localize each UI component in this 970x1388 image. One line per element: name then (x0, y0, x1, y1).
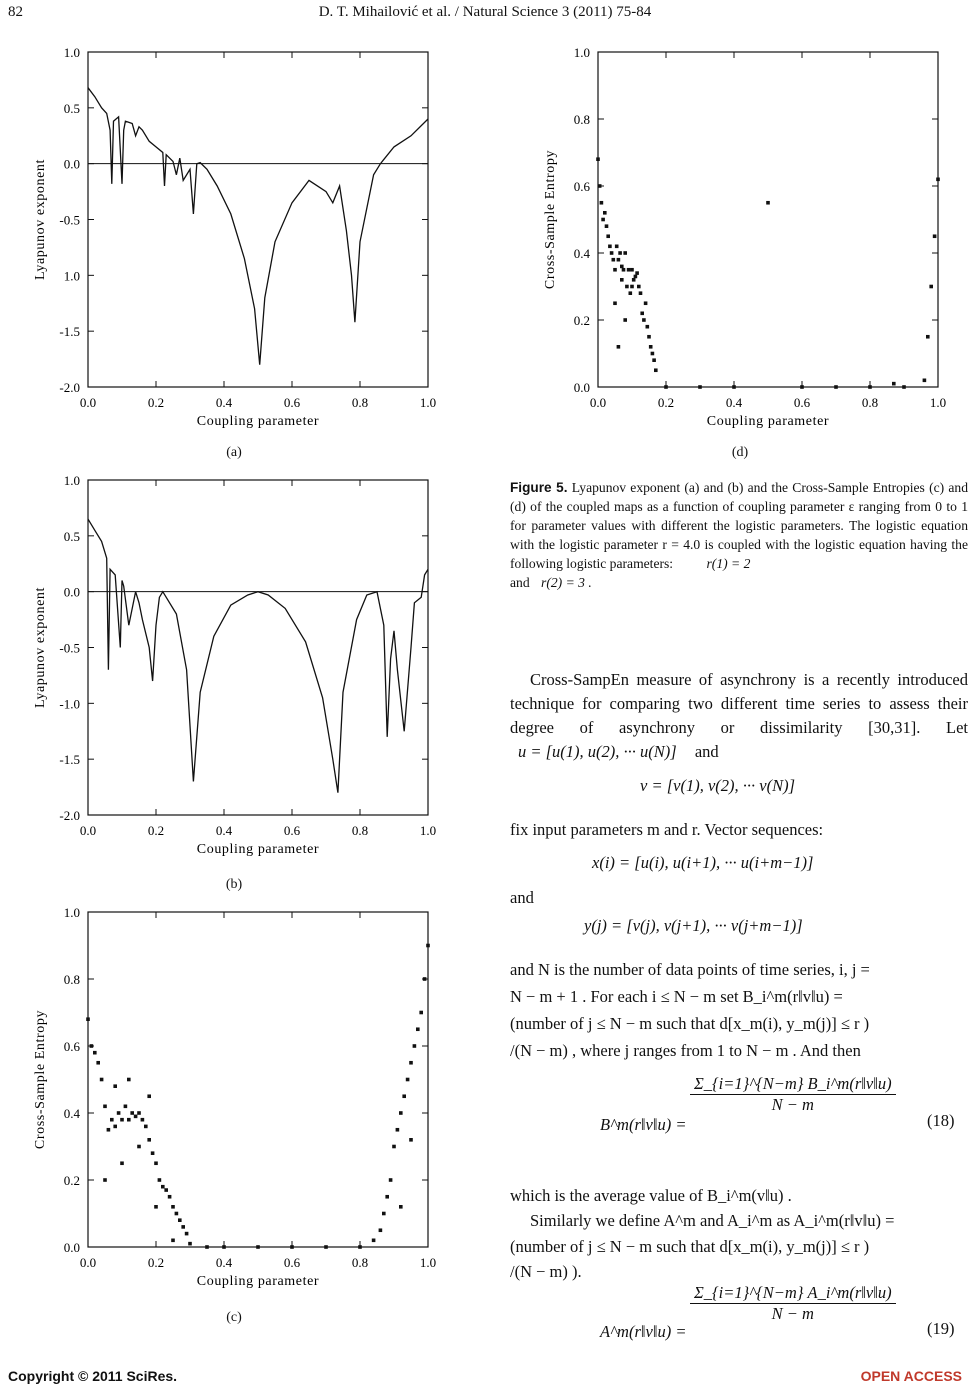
scatter-point (141, 1118, 145, 1122)
y-tick-label: -1.5 (59, 324, 80, 340)
x-tick-label: 1.0 (419, 395, 437, 410)
scatter-point (625, 285, 629, 289)
scatter-point (620, 265, 624, 269)
scatter-point (651, 352, 655, 356)
scatter-point (610, 251, 614, 255)
scatter-point (623, 251, 627, 255)
scatter-point (732, 385, 736, 389)
scatter-point (423, 977, 427, 981)
scatter-point (178, 1218, 182, 1222)
x-tick-label: 0.2 (147, 395, 165, 410)
footer-open-access: OPEN ACCESS (860, 1368, 962, 1384)
y-tick-label: -0.5 (59, 212, 80, 228)
scatter-point (933, 234, 937, 238)
caption-d: (d) (731, 445, 749, 460)
chart-b (20, 468, 460, 868)
scatter-point (120, 1161, 124, 1165)
x-tick-label: 0.8 (351, 823, 369, 838)
paragraph-text: Cross-SampEn measure of asynchrony is a recently introduced technique for comparing two different time series to assess their degree of asynchrony or dissimilarity [30,31]. Let (510, 670, 968, 737)
scatter-point (649, 345, 653, 349)
scatter-point (698, 385, 702, 389)
figure-caption-text: Lyapunov exponent (a) and (b) and the Cross-Sample Entropies (c) and (d) of the coupled maps as a function of coupling parameter ε ranging from 0 to 1 for parameter values with different the logistic parameters. The logistic equation with the logistic parameter r = 4.0 is coupled with the logistic equation having the following logistic parameters: (510, 480, 969, 571)
scatter-point (147, 1138, 151, 1142)
equation-v: v = [v(1), v(2), ··· v(N)] (640, 776, 795, 795)
paragraph-fix-params: fix input parameters m and r. Vector sequences: (510, 820, 824, 839)
paragraph-definition-a-line1: Similarly we define A^m and A_i^m as A_i^m(r‖v‖u) = (530, 1211, 895, 1230)
scatter-point (256, 1245, 260, 1249)
scatter-point (144, 1125, 148, 1129)
scatter-point (382, 1212, 386, 1216)
equation-x: x(i) = [u(i), u(i+1), ··· u(i+m−1)] (592, 853, 814, 872)
figure-caption-r1: r(1) = 2 (706, 556, 751, 571)
x-tick-label: 0.0 (79, 1255, 97, 1270)
scatter-point (630, 285, 634, 289)
y-tick-label: 1.0 (63, 905, 80, 920)
paragraph-definition-b-line4: /(N − m) , where j ranges from 1 to N − m . And then (510, 1041, 861, 1060)
scatter-point (766, 201, 770, 205)
equation-18-lhs: B^m(r‖v‖u) = (600, 1115, 687, 1134)
equation-18-denominator: N − m (771, 1095, 814, 1114)
y-axis-label: Cross-Sample Entropy (543, 149, 558, 290)
scatter-point (399, 1111, 403, 1115)
scatter-point (110, 1118, 114, 1122)
scatter-point (290, 1245, 294, 1249)
scatter-point (902, 385, 906, 389)
scatter-point (113, 1125, 117, 1129)
scatter-point (151, 1151, 155, 1155)
scatter-point (800, 385, 804, 389)
x-tick-label: 0.4 (215, 395, 233, 410)
equation-18-number: (18) (927, 1111, 955, 1130)
scatter-point (637, 285, 641, 289)
x-tick-label: 0.2 (147, 1255, 165, 1270)
running-title: D. T. Mihailović et al. / Natural Science 3 (2011) 75-84 (318, 4, 652, 20)
y-tick-label: 0.4 (63, 1106, 80, 1121)
y-tick-label: 1.0 (573, 45, 590, 60)
scatter-point (409, 1061, 413, 1065)
y-tick-label: 0.8 (63, 972, 80, 987)
y-axis-label: Lyapunov exponent (33, 586, 48, 709)
x-axis-label: Coupling parameter (196, 1274, 320, 1289)
figure-caption (510, 478, 968, 592)
caption-b: (b) (225, 877, 243, 892)
scatter-point (620, 278, 624, 282)
x-tick-label: 0.2 (657, 395, 675, 410)
page-number: 82 (8, 4, 23, 20)
scatter-point (222, 1245, 226, 1249)
y-tick-label: -0.5 (59, 640, 80, 656)
scatter-point (413, 1044, 417, 1048)
y-tick-label: -1.0 (59, 696, 80, 712)
scatter-point (623, 318, 627, 322)
x-tick-label: 1.0 (419, 823, 437, 838)
scatter-point (399, 1205, 403, 1209)
scatter-point (175, 1212, 179, 1216)
scatter-point (124, 1105, 128, 1109)
equation-18-fraction (690, 1074, 896, 1115)
y-tick-label: 0.5 (63, 100, 80, 116)
scatter-point (606, 234, 610, 238)
scatter-point (134, 1115, 138, 1119)
y-tick-label: 0.2 (573, 313, 590, 328)
scatter-point (615, 245, 619, 249)
scatter-point (617, 258, 621, 262)
x-tick-label: 0.4 (215, 823, 233, 838)
scatter-point (834, 385, 838, 389)
scatter-point (154, 1161, 158, 1165)
scatter-point (892, 382, 896, 386)
figure-caption-and: and (510, 575, 530, 590)
y-tick-label: -2.0 (59, 380, 80, 395)
scatter-point (127, 1118, 131, 1122)
scatter-point (171, 1205, 175, 1209)
and-text: and (694, 742, 719, 761)
scatter-point (936, 178, 940, 182)
scatter-point (613, 301, 617, 305)
scatter-point (406, 1078, 410, 1082)
caption-c: (c) (226, 1310, 242, 1325)
scatter-point (96, 1061, 100, 1065)
x-axis-label: Coupling parameter (196, 414, 320, 429)
scatter-point (147, 1094, 151, 1098)
scatter-point (103, 1178, 107, 1182)
scatter-point (926, 335, 930, 339)
scatter-point (416, 1027, 420, 1031)
scatter-point (426, 944, 430, 948)
scatter-point (137, 1111, 141, 1115)
y-tick-label: 0.4 (573, 246, 590, 261)
y-tick-label: 0.0 (63, 156, 80, 172)
scatter-point (409, 1138, 413, 1142)
scatter-point (923, 379, 927, 383)
y-tick-label: -2.0 (59, 808, 80, 823)
scatter-point (205, 1245, 209, 1249)
scatter-point (622, 268, 626, 272)
scatter-point (117, 1111, 121, 1115)
equation-19-fraction (690, 1283, 896, 1324)
y-tick-label: 0.0 (63, 1240, 80, 1255)
y-tick-label: 0.8 (573, 112, 590, 127)
scatter-point (130, 1111, 134, 1115)
x-tick-label: 0.4 (215, 1255, 233, 1270)
scatter-point (664, 385, 668, 389)
scatter-point (605, 224, 609, 228)
scatter-point (608, 245, 612, 249)
plot-frame (88, 480, 428, 815)
scatter-point (103, 1105, 107, 1109)
scatter-point (632, 278, 636, 282)
scatter-point (639, 291, 643, 295)
x-axis-label: Coupling parameter (196, 842, 320, 857)
scatter-point (600, 201, 604, 205)
plot-frame (88, 912, 428, 1247)
x-tick-label: 0.8 (351, 1255, 369, 1270)
x-tick-label: 0.8 (861, 395, 879, 410)
scatter-point (93, 1051, 97, 1055)
scatter-point (100, 1078, 104, 1082)
scatter-point (188, 1242, 192, 1246)
scatter-point (868, 385, 872, 389)
x-tick-label: 0.6 (283, 823, 301, 838)
y-tick-label: 1.0 (63, 473, 80, 488)
equation-18-numerator: Σ_{i=1}^{N−m} B_i^m(r‖v‖u) (690, 1074, 896, 1095)
paragraph-average: which is the average value of B_i^m(v‖u) . (510, 1186, 792, 1205)
scatter-point (644, 301, 648, 305)
paragraph-definition-b-line1: and N is the number of data points of time series, i, j = (510, 960, 870, 979)
scatter-point (372, 1239, 376, 1243)
scatter-point (137, 1145, 141, 1149)
scatter-point (127, 1078, 131, 1082)
x-tick-label: 0.6 (793, 395, 811, 410)
scatter-point (654, 368, 658, 372)
x-tick-label: 0.8 (351, 395, 369, 410)
scatter-point (402, 1094, 406, 1098)
y-tick-label: 0.0 (573, 380, 590, 395)
x-tick-label: 0.6 (283, 1255, 301, 1270)
footer-copyright: Copyright © 2011 SciRes. (8, 1368, 178, 1384)
scatter-point (171, 1239, 175, 1243)
x-tick-label: 0.6 (283, 395, 301, 410)
equation-19-denominator: N − m (771, 1304, 814, 1323)
scatter-point (107, 1128, 111, 1132)
equation-19-lhs: A^m(r‖v‖u) = (600, 1322, 687, 1341)
scatter-point (630, 268, 634, 272)
equation-19-numerator: Σ_{i=1}^{N−m} A_i^m(r‖v‖u) (690, 1283, 896, 1304)
figure-caption-r2: r(2) = 3 . (541, 575, 592, 590)
scatter-point (185, 1232, 189, 1236)
scatter-point (154, 1205, 158, 1209)
y-axis-label: Lyapunov exponent (33, 158, 48, 281)
scatter-point (379, 1228, 383, 1232)
x-tick-label: 0.2 (147, 823, 165, 838)
y-tick-label: 0.0 (63, 584, 80, 600)
x-axis-label: Coupling parameter (706, 414, 830, 429)
scatter-point (613, 268, 617, 272)
scatter-point (646, 325, 650, 329)
paragraph-definition-a-line2: (number of j ≤ N − m such that d[x_m(i), y_m(j)] ≤ r ) (510, 1237, 870, 1256)
x-tick-label: 0.0 (79, 823, 97, 838)
paragraph-definition-b-line2: N − m + 1 . For each i ≤ N − m set B_i^m(r‖v‖u) = (510, 987, 843, 1006)
scatter-point (618, 251, 622, 255)
scatter-point (603, 211, 607, 215)
paragraph-definition-a-line3: /(N − m) ). (510, 1262, 582, 1281)
chart-c (20, 900, 460, 1300)
chart-a (20, 40, 460, 440)
scatter-point (617, 345, 621, 349)
scatter-point (647, 335, 651, 339)
scatter-point (396, 1128, 400, 1132)
scatter-point (181, 1225, 185, 1229)
scatter-point (642, 318, 646, 322)
scatter-point (629, 291, 633, 295)
plot-frame (88, 52, 428, 387)
y-tick-label: 0.6 (63, 1039, 80, 1054)
x-tick-label: 0.0 (79, 395, 97, 410)
scatter-point (627, 268, 631, 272)
and-text-2: and (510, 888, 534, 907)
y-tick-label: 0.2 (63, 1173, 80, 1188)
y-tick-label: 0.6 (573, 179, 590, 194)
scatter-point (598, 184, 602, 188)
scatter-point (90, 1044, 94, 1048)
scatter-point (640, 312, 644, 316)
y-axis-label: Cross-Sample Entropy (33, 1009, 48, 1150)
lyapunov-series-line (88, 519, 428, 793)
caption-a: (a) (226, 445, 242, 460)
lyapunov-series-line (88, 88, 428, 365)
scatter-point (634, 275, 638, 279)
x-tick-label: 0.0 (589, 395, 607, 410)
scatter-point (389, 1178, 393, 1182)
scatter-point (652, 358, 656, 362)
scatter-point (419, 1011, 423, 1015)
y-tick-label: 0.5 (63, 528, 80, 544)
x-tick-label: 0.4 (725, 395, 743, 410)
scatter-point (161, 1185, 165, 1189)
chart-d (530, 40, 970, 440)
scatter-point (113, 1084, 117, 1088)
equation-19-number: (19) (927, 1319, 955, 1338)
x-tick-label: 1.0 (419, 1255, 437, 1270)
y-tick-label: 1.0 (63, 45, 80, 60)
scatter-point (392, 1145, 396, 1149)
scatter-point (86, 1017, 90, 1021)
y-tick-label: -1.5 (59, 752, 80, 768)
scatter-point (358, 1245, 362, 1249)
scatter-point (596, 157, 600, 161)
x-tick-label: 1.0 (929, 395, 947, 410)
scatter-point (168, 1195, 172, 1199)
paragraph-definition-b-line3: (number of j ≤ N − m such that d[x_m(i), y_m(j)] ≤ r ) (510, 1014, 870, 1033)
scatter-point (120, 1118, 124, 1122)
scatter-point (929, 285, 933, 289)
scatter-point (635, 271, 639, 275)
scatter-point (158, 1178, 162, 1182)
figure-label: Figure 5. (510, 480, 568, 495)
scatter-point (324, 1245, 328, 1249)
y-tick-label: 1.0 (63, 268, 80, 284)
scatter-point (601, 218, 605, 222)
scatter-point (612, 258, 616, 262)
scatter-point (164, 1188, 168, 1192)
equation-y: y(j) = [v(j), v(j+1), ··· v(j+m−1)] (584, 916, 803, 935)
equation-u: u = [u(1), u(2), ··· u(N)] (518, 742, 677, 761)
paragraph-crosssampen (510, 668, 968, 764)
scatter-point (385, 1195, 389, 1199)
